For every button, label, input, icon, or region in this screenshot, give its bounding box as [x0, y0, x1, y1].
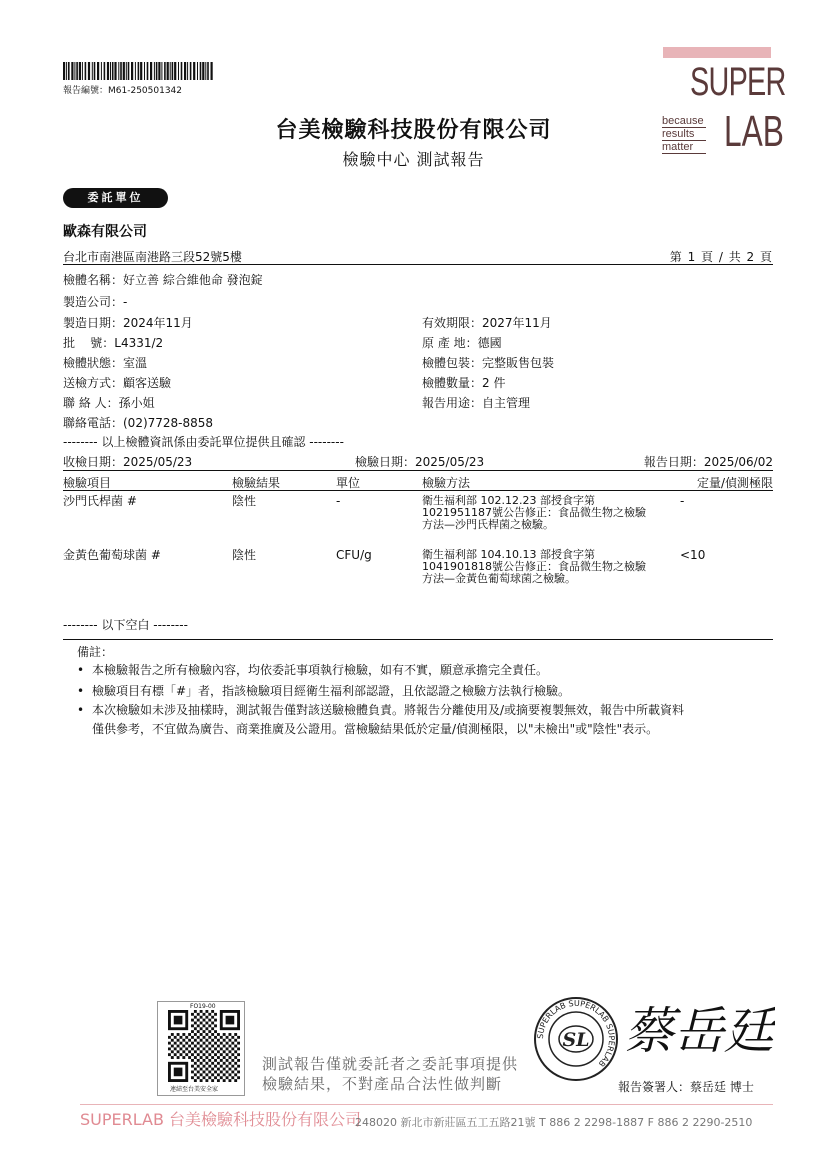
- table-row-limit: -: [680, 494, 685, 508]
- note-item-continued: 僅供參考，不宜做為廣告、商業推廣及公證用。當檢驗結果低於定量/偵測極限，以"未檢出"或"陰性"表示。: [92, 722, 659, 736]
- col-header-method: 檢驗方法: [422, 476, 471, 490]
- sample-packaging: 檢體包裝：完整販售包裝: [422, 356, 555, 370]
- note-item: • 本次檢驗如未涉及抽樣時，測試報告僅對該送驗檢體負責。將報告分離使用及/或摘要複製無效，報告中所載資料: [77, 703, 685, 717]
- logo-super: SUPER: [690, 60, 786, 104]
- barcode: [63, 62, 213, 80]
- divider: [63, 490, 773, 491]
- table-row-limit: <10: [680, 548, 706, 562]
- footer-brand: SUPERLAB 台美檢驗科技股份有限公司: [80, 1110, 362, 1129]
- logo-tagline: because results matter: [662, 115, 706, 154]
- qr-code[interactable]: [165, 1010, 243, 1082]
- company-title: 台美檢驗科技股份有限公司: [275, 118, 552, 143]
- footer-divider: [80, 1104, 773, 1105]
- sample-state: 檢體狀態：室溫: [63, 356, 148, 370]
- footer-address: 248020 新北市新莊區五工五路21號 T 886 2 2298-1887 F 886 2 2290-2510: [355, 1116, 753, 1129]
- sample-phone: 聯絡電話：(02)7728-8858: [63, 416, 214, 430]
- signer: 報告簽署人：蔡岳廷 博士: [618, 1080, 754, 1094]
- svg-text:蔡岳廷: 蔡岳廷: [624, 1002, 774, 1060]
- sample-maker: 製造公司：-: [63, 295, 128, 309]
- sample-purpose: 報告用途：自主管理: [422, 396, 531, 410]
- sample-contact: 聯 絡 人：孫小姐: [63, 396, 155, 410]
- sample-mfg-date: 製造日期：2024年11月: [63, 316, 193, 330]
- divider: [63, 264, 773, 265]
- sample-name: 檢體名稱：好立善 綜合維他命 發泡錠: [63, 273, 263, 287]
- notes-title: 備註：: [77, 645, 114, 659]
- logo-bar: [663, 47, 771, 58]
- sample-quantity: 檢體數量：2 件: [422, 376, 506, 390]
- col-header-item: 檢驗項目: [63, 476, 112, 490]
- table-row-result: 陰性: [232, 494, 257, 508]
- page-info: 第 1 頁 / 共 2 頁: [669, 250, 773, 264]
- table-row-method: 衛生福利部 102.12.23 部授食字第 1021951187號公告修正：食品微生物之檢驗 方法—沙門氏桿菌之檢驗。: [422, 494, 646, 531]
- client-label: 委託單位: [63, 188, 168, 208]
- company-seal: [533, 996, 619, 1082]
- table-row-method: 衛生福利部 104.10.13 部授食字第 1041901818號公告修正：食品微生物之檢驗 方法—金黃色葡萄球菌之檢驗。: [422, 548, 646, 585]
- sample-batch: 批 號：L4331/2: [63, 336, 164, 350]
- disclaimer-line: 檢驗結果，不對產品合法性做判斷: [262, 1075, 503, 1093]
- confirm-note: -------- 以上檢體資訊係由委託單位提供且確認 --------: [63, 435, 344, 449]
- sample-expiry: 有效期限：2027年11月: [422, 316, 552, 330]
- col-header-unit: 單位: [336, 476, 361, 490]
- table-row-unit: -: [336, 494, 341, 508]
- client-name: 歐森有限公司: [63, 224, 147, 240]
- divider: [63, 470, 773, 471]
- svg-text:SL: SL: [562, 1029, 590, 1051]
- note-item: • 檢驗項目有標「#」者，指該檢驗項目經衛生福利部認證，且依認證之檢驗方法執行檢驗。: [77, 684, 571, 698]
- svg-text:SUPERLAB SUPERLAB SUPERLAB: SUPERLAB SUPERLAB SUPERLAB: [535, 998, 617, 1069]
- document-title: 檢驗中心 測試報告: [342, 150, 485, 169]
- report-number: 報告編號：M61-250501342: [63, 86, 182, 96]
- col-header-limit: 定量/偵測極限: [696, 476, 773, 490]
- received-date: 收檢日期：2025/05/23: [63, 455, 193, 469]
- disclaimer-line: 測試報告僅就委託者之委託事項提供: [262, 1055, 519, 1073]
- table-row-unit: CFU/g: [336, 548, 372, 562]
- table-row-item: 金黃色葡萄球菌 #: [63, 548, 161, 562]
- tested-date: 檢驗日期：2025/05/23: [355, 455, 485, 469]
- signature: [620, 990, 775, 1070]
- qr-caption: 連結至台美安全家: [170, 1086, 219, 1093]
- sample-delivery: 送檢方式：顧客送驗: [63, 376, 172, 390]
- divider: [63, 639, 773, 640]
- blank-note: -------- 以下空白 --------: [63, 618, 188, 632]
- note-item: • 本檢驗報告之所有檢驗內容，均依委託事項執行檢驗，如有不實，願意承擔完全責任。: [77, 663, 549, 677]
- logo-lab: LAB: [724, 107, 784, 156]
- sample-origin: 原 產 地：德國: [422, 336, 502, 350]
- col-header-result: 檢驗結果: [232, 476, 281, 490]
- table-row-result: 陰性: [232, 548, 257, 562]
- qr-code-label: FO19-00: [190, 1003, 216, 1010]
- table-row-item: 沙門氏桿菌 #: [63, 494, 137, 508]
- client-address: 台北市南港區南港路三段52號5樓: [63, 250, 242, 264]
- report-date: 報告日期：2025/06/02: [643, 455, 773, 469]
